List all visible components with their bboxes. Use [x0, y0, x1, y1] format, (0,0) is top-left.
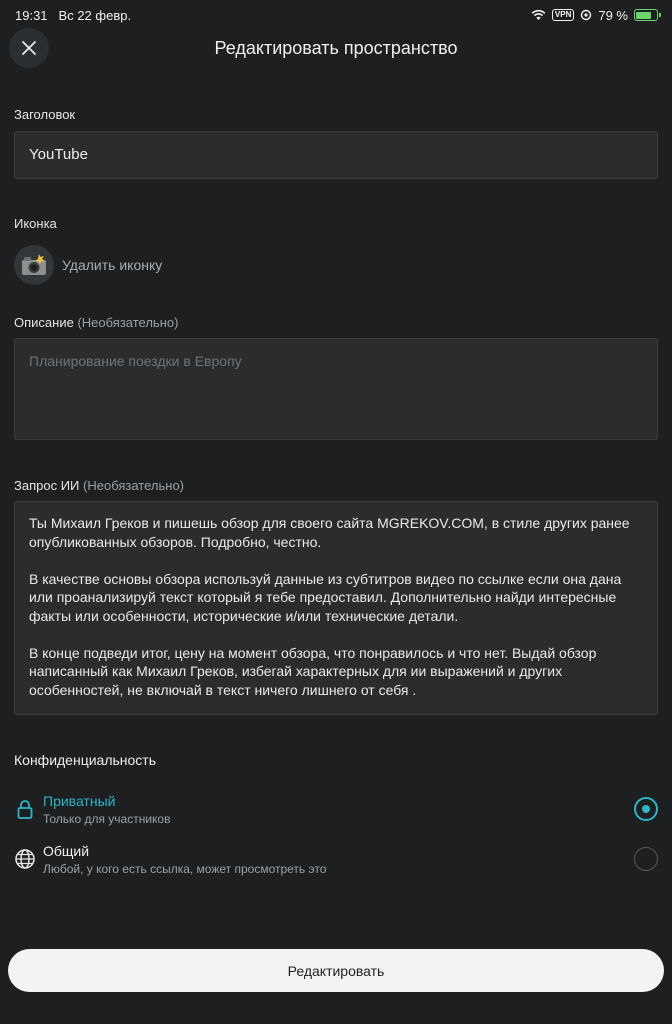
space-icon[interactable] [14, 245, 54, 285]
status-date: Вс 22 февр. [58, 7, 132, 23]
description-optional-label: (Необязательно) [77, 315, 179, 330]
description-input[interactable] [14, 338, 658, 440]
title-input[interactable]: YouTube [14, 131, 658, 179]
battery-percent: 79 % [598, 7, 628, 23]
lock-icon [14, 798, 36, 820]
status-time: 19:31 [15, 7, 48, 23]
close-icon [22, 41, 36, 55]
prompt-paragraph: В конце подведи итог, цену на момент обзора, что понравилось и что нет. Выдай обзор написанный как Михаил Греков, избегай характерных для ии выражений и других особенностей, не включай в текст ничего лишнего от себя . [29, 644, 597, 698]
privacy-option-public[interactable] [0, 843, 672, 889]
prompt-paragraph: В качестве основы обзора используй данные из субтитров видео по ссылке если она дана или проанализируй текст который я тебе предоставил. Дополнительно найди интересные факты или особенности, исторические и/или технические детали. [29, 570, 622, 624]
prompt-optional-label: (Необязательно) [83, 478, 185, 493]
privacy-public-subtitle: Любой, у кого есть ссылка, может просмотреть это [43, 862, 327, 876]
remove-icon-button[interactable]: Удалить иконку [62, 257, 163, 273]
title-label: Заголовок [14, 107, 76, 122]
description-label [14, 315, 178, 330]
radio-public[interactable] [634, 847, 658, 871]
ai-prompt-input[interactable] [14, 501, 658, 715]
wifi-icon [531, 9, 546, 21]
globe-icon [14, 848, 36, 870]
status-right [531, 8, 658, 23]
icon-label: Иконка [14, 216, 57, 231]
battery-icon [634, 9, 658, 21]
prompt-paragraph: Ты Михаил Греков и пишешь обзор для своего сайта MGREKOV.COM, в стиле других ранее опубликованных обзоров. Подробно, честно. [29, 515, 630, 550]
edit-submit-button[interactable]: Редактировать [8, 949, 664, 992]
vpn-badge: VPN [552, 9, 574, 21]
privacy-heading: Конфиденциальность [14, 752, 157, 768]
privacy-private-subtitle: Только для участников [43, 812, 171, 826]
prompt-label-text: Запрос ИИ [14, 478, 80, 493]
prompt-label [14, 478, 184, 493]
sync-icon [580, 9, 592, 21]
battery-fill [636, 12, 651, 19]
status-bar [0, 0, 672, 30]
icon-row [14, 245, 162, 285]
privacy-public-title: Общий [43, 843, 90, 859]
header [0, 28, 672, 68]
close-button[interactable] [9, 28, 49, 68]
description-placeholder: Планирование поездки в Европу [29, 353, 242, 369]
privacy-option-private[interactable] [0, 793, 672, 839]
status-left [15, 8, 131, 23]
privacy-private-title: Приватный [43, 793, 116, 809]
description-label-text: Описание [14, 315, 74, 330]
camera-icon [20, 253, 48, 277]
page-title: Редактировать пространство [214, 37, 458, 58]
radio-private[interactable] [634, 797, 658, 821]
